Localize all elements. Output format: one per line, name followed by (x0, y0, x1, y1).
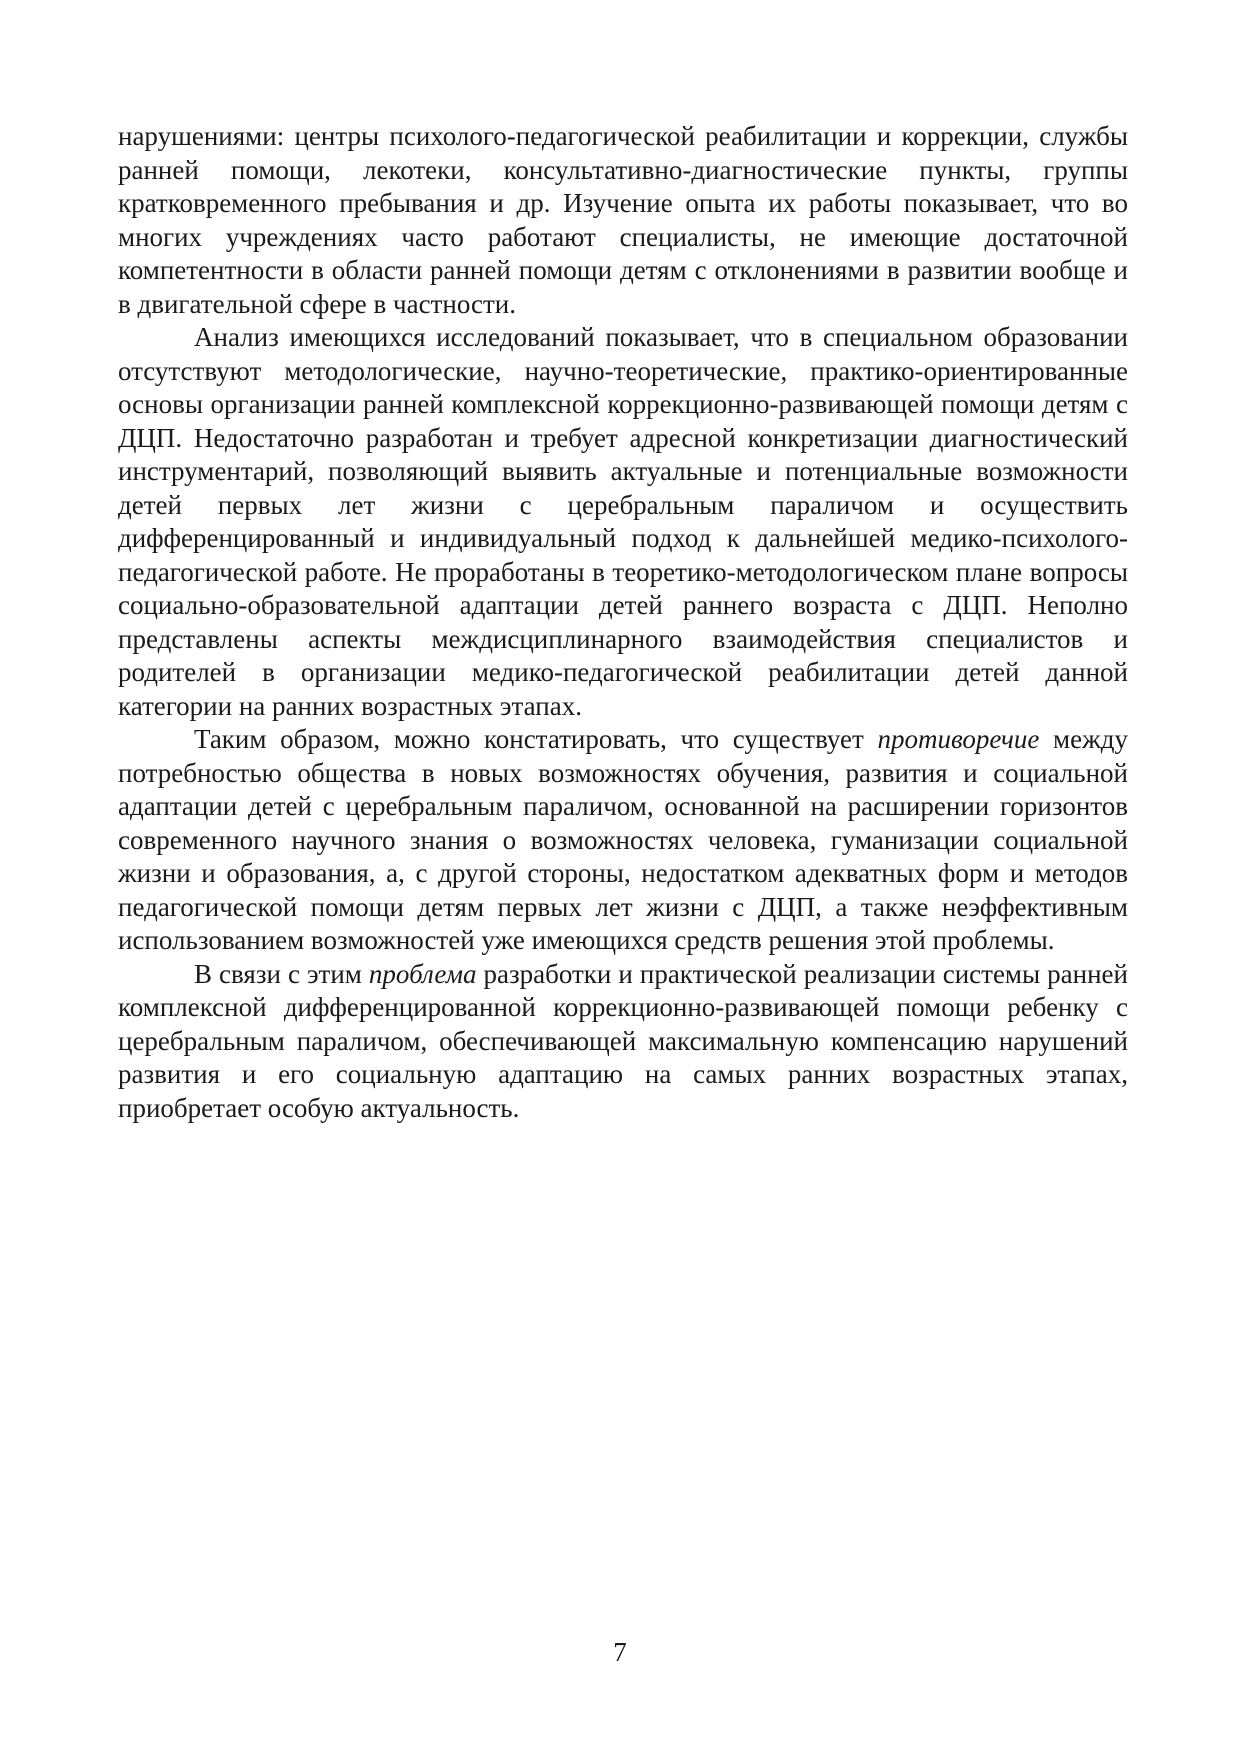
paragraph-1 (118, 120, 1128, 321)
paragraph-1-text: нарушениями: центры психолого-педагогической реабилитации и коррекции, службы ранней помощи, лекотеки, консультативно-диагностические пункты, группы кратковременного пребывания и др. Изучение опыта их работы показывает, что во многих учреждениях часто работают специалисты, не имеющие достаточной компетентности в области ранней помощи детям с отклонениями в развитии вообще и в двигательной сфере в частности. (118, 121, 1128, 319)
paragraph-4-italic-term: проблема (368, 958, 477, 989)
paragraph-4-text-end: разработки и практической реализации системы ранней комплексной дифференцированной коррекционно-развивающей помощи ребенку с церебральным параличом, обеспечивающей максимальную компенсацию нарушений развития и его социальную адаптацию на самых ранних возрастных этапах, приобретает особую актуальность. (118, 958, 1128, 1123)
paragraph-2 (118, 321, 1128, 723)
paragraph-3-italic-term: противоречие (877, 724, 1040, 754)
paragraph-3-text-end: между потребностью общества в новых возможностях обучения, развития и социальной адаптации детей с церебральным параличом, основанной на расширении горизонтов современного научного знания о возможностях человека, гуманизации социальной жизни и образования, а, с другой стороны, недостатком адекватных форм и методов педагогической помощи детям первых лет жизни с ДЦП, а также неэффективным использованием возможностей уже имеющихся средств решения этой проблемы. (118, 724, 1128, 955)
body-text (118, 120, 1128, 1125)
paragraph-4 (118, 958, 1128, 1126)
paragraph-2-text: Анализ имеющихся исследований показывает, что в специальном образовании отсутствуют методологические, научно-теоретические, практико-ориентированные основы организации ранней комплексной коррекционно-развивающей помощи детям с ДЦП. Недостаточно разработан и требует адресной конкретизации диагностический инструментарий, позволяющий выявить актуальные и потенциальные возможности детей первых лет жизни с церебральным параличом и осуществить дифференцированный и индивидуальный подход к дальнейшей медико-психолого-педагогической работе. Не проработаны в теоретико-методологическом плане вопросы социально-образовательной адаптации детей раннего возраста с ДЦП. Неполно представлены аспекты междисциплинарного взаимодействия специалистов и родителей в организации медико-педагогической реабилитации детей данной категории на ранних возрастных этапах. (118, 322, 1128, 721)
paragraph-3 (118, 723, 1128, 958)
paragraph-3-text-start: Таким образом, можно констатировать, что существует (194, 724, 878, 754)
paragraph-4-text-start: В связи с этим (194, 958, 369, 989)
page-number: 7 (613, 1637, 627, 1667)
